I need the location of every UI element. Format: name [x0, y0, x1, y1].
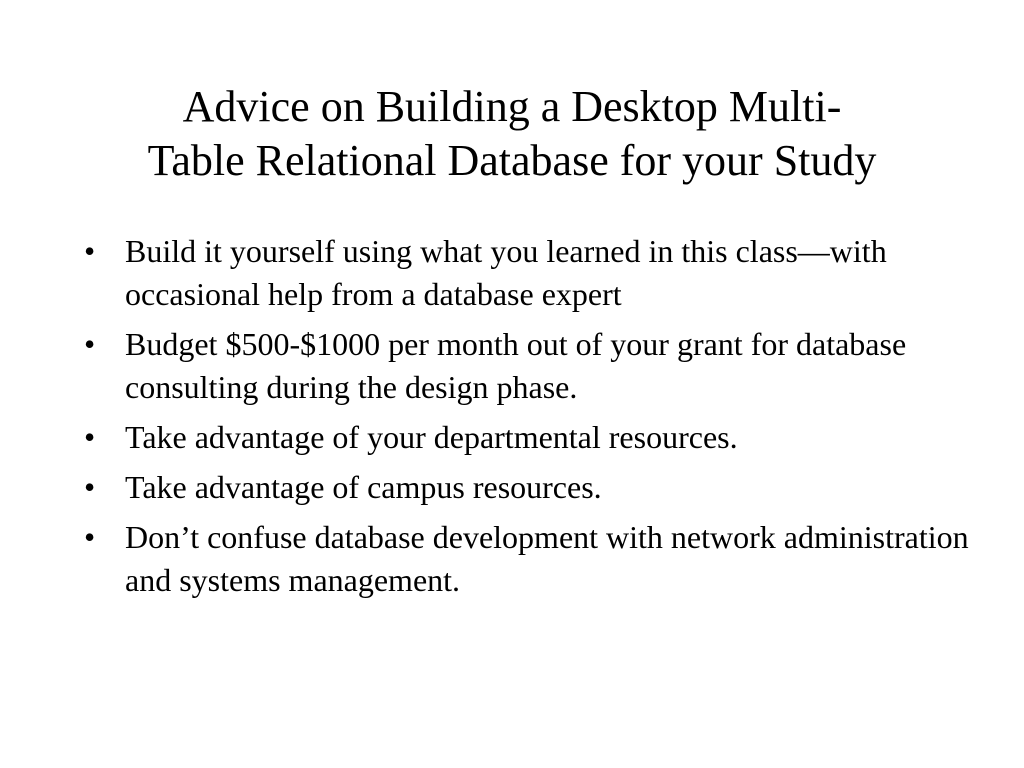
bullet-text: Budget $500-$1000 per month out of your grant for database consulting during the design phase. [125, 326, 907, 405]
bullet-item [84, 416, 984, 459]
bullet-text: Build it yourself using what you learned in this class—with occasional help from a database expert [125, 233, 887, 312]
bullet-text: Take advantage of your departmental resources. [125, 419, 738, 455]
bullet-list [84, 230, 984, 609]
bullet-text: Take advantage of campus resources. [125, 469, 602, 505]
bullet-item [84, 466, 984, 509]
bullet-icon: • [84, 469, 96, 505]
slide-title-line-2: Table Relational Database for your Study [147, 136, 877, 185]
bullet-icon: • [84, 419, 96, 455]
bullet-icon: • [84, 233, 96, 269]
slide-title [40, 80, 984, 188]
bullet-item [84, 323, 984, 409]
bullet-item [84, 516, 984, 602]
bullet-text: Don’t confuse database development with network administration and systems management. [125, 519, 969, 598]
slide-title-line-1: Advice on Building a Desktop Multi- [182, 82, 842, 131]
bullet-icon: • [84, 519, 96, 555]
bullet-item [84, 230, 984, 316]
bullet-icon: • [84, 326, 96, 362]
